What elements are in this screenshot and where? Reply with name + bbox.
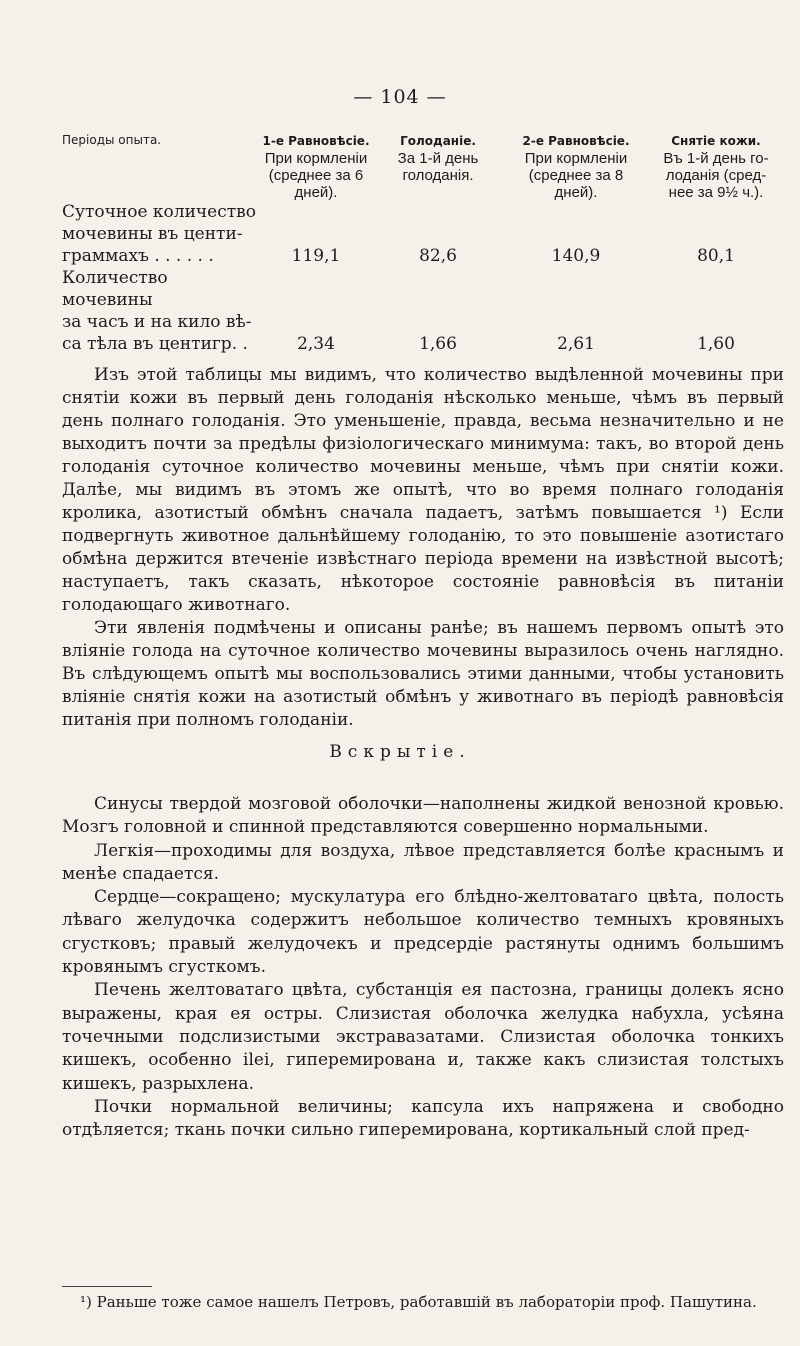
table-cell: 2,61 xyxy=(557,334,595,354)
row-label: Количество мочевины за часъ и на кило вѣ- са тѣла въ центигр. . xyxy=(62,268,252,354)
column-header xyxy=(258,133,374,201)
table-cell: 1,66 xyxy=(419,334,457,354)
table-header-row xyxy=(62,133,782,201)
paragraph: Эти явленія подмѣчены и описаны ранѣе; въ нашемъ первомъ опытѣ это вліяніе голода на суточное количество мочевины выразилось очень наглядно. Въ слѣдующемъ опытѣ мы воспользовались этими данными, чтобы установить вліяніе снятія кожи на азотистый обмѣнъ у животнаго въ періодѣ равновѣсія питанія при полномъ голоданіи. xyxy=(62,618,784,730)
column-header xyxy=(374,133,502,201)
column-header xyxy=(502,133,650,201)
row-header-label: Періоды опыта. xyxy=(62,133,162,147)
autopsy-text xyxy=(62,793,784,1142)
table-cell: 80,1 xyxy=(697,246,735,266)
page-number: — 104 — xyxy=(353,86,447,108)
column-subtitle: При кормленіи (среднее за 8 дней). xyxy=(524,150,628,201)
table-cell: 1,60 xyxy=(697,334,735,354)
column-subtitle: За 1-й день голоданія. xyxy=(397,150,479,184)
paragraph: Печень желтоватаго цвѣта, субстанція ея пастозна, границы долекъ ясно выражены, края ея остры. Слизистая оболочка желудка набухла, усѣяна точечными подслизистыми экстравазатами. Слизистая оболочка тонкихъ кишекъ, особенно ilei, гиперемирована и, также какъ слизистая толстыхъ кишекъ, разрыхлена. xyxy=(62,980,784,1094)
row-label: Суточное количество мочевины въ центи- граммахъ . . . . . . xyxy=(62,202,256,266)
urea-table xyxy=(62,133,782,355)
paragraph: Сердце—сокращено; мускулатура его блѣдно-желтоватаго цвѣта, полость лѣваго желудочка содержитъ небольшое количество темныхъ кровяныхъ сгустковъ; правый желудочекъ и предсердіе растянуты однимъ большимъ кровянымъ сгусткомъ. xyxy=(62,887,784,978)
paragraph: Синусы твердой мозговой оболочки—наполнены жидкой венозной кровью. Мозгъ головной и спинной представляются совершенно нормальными. xyxy=(62,794,784,838)
paragraph: Почки нормальной величины; капсула ихъ напряжена и свободно отдѣляется; ткань почки сильно гиперемирована, кортикальный слой пред- xyxy=(62,1096,784,1141)
column-subtitle: При кормленіи (среднее за 6 дней). xyxy=(264,150,368,201)
table-cell: 82,6 xyxy=(419,246,457,266)
column-header xyxy=(650,133,782,201)
column-title: 1-е Равновѣсіе. xyxy=(262,134,370,148)
footnote-divider xyxy=(62,1286,152,1287)
table-cell: 119,1 xyxy=(291,246,341,266)
footnote: ¹) Раньше тоже самое нашелъ Петровъ, работавшій въ лабораторіи проф. Пашутина. xyxy=(80,1293,757,1311)
paragraph: Легкія—проходимы для воздуха, лѣвое представляется болѣе краснымъ и менѣе спадается. xyxy=(62,840,784,884)
table-row xyxy=(62,267,782,355)
table-row xyxy=(62,201,782,267)
column-title: 2-е Равновѣсіе. xyxy=(522,134,630,148)
main-text xyxy=(62,364,784,732)
table-cell: 2,34 xyxy=(297,334,335,354)
column-subtitle: Въ 1-й день го- лоданія (сред- нее за 9½ ч.). xyxy=(663,150,769,201)
table-cell: 140,9 xyxy=(551,246,601,266)
paragraph: Изъ этой таблицы мы видимъ, что количество выдѣленной мочевины при снятіи кожи въ первый день голоданія нѣсколько меньше, чѣмъ въ первый день полнаго голоданія. Это уменьшеніе, правда, весьма незначительно и не выходитъ почти за предѣлы физіологическаго минимума: такъ, во второй день голоданія суточное количество мочевины меньше, чѣмъ при снятіи кожи. Далѣе, мы видимъ въ этомъ же опытѣ, что во время полнаго голоданія кролика, азотистый обмѣнъ сначала падаетъ, затѣмъ повышается ¹) Если подвергнуть животное дальнѣйшему голоданію, то это повышеніе азотистаго обмѣна держится втеченіе извѣстнаго періода времени на извѣстной высотѣ; наступаетъ, такъ сказать, нѣкоторое состояніе равновѣсія въ питаніи голодающаго животнаго. xyxy=(62,365,784,615)
column-title: Снятіе кожи. xyxy=(671,134,761,148)
column-title: Голоданіе. xyxy=(400,134,476,148)
section-title: Вскрытіе. xyxy=(329,742,471,762)
